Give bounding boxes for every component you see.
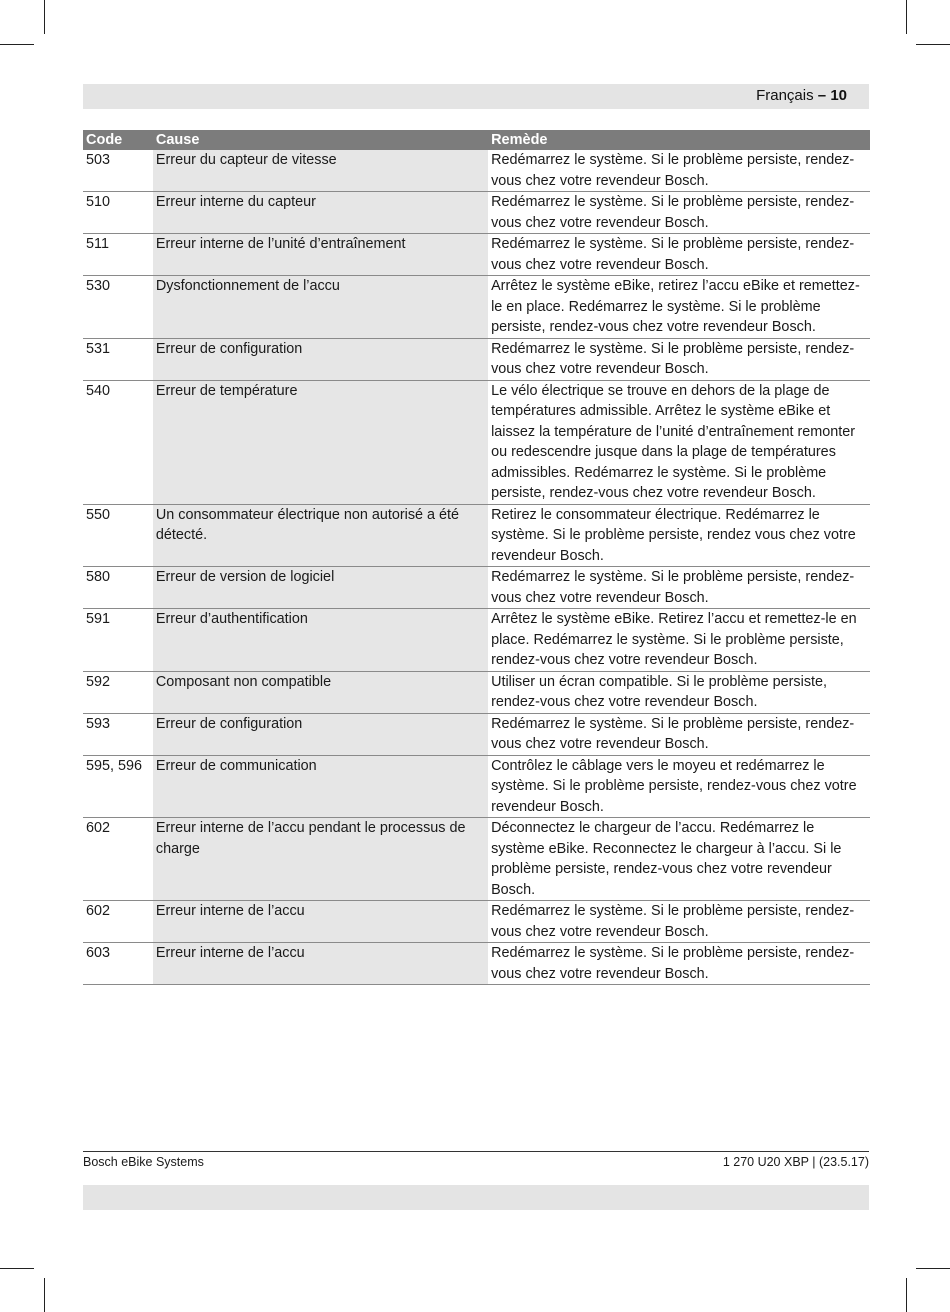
table-row (83, 713, 870, 755)
crop-mark (0, 44, 34, 45)
remedy-cell: Le vélo électrique se trouve en dehors de la plage de températures admissible. Arrêtez le système eBike et laissez la température de l’unité d’entraînement remonter ou redescendre jusque dans la plage de températures admissibles. Redémarrez le système. Si le problème persiste, rendez-vous chez votre revendeur Bosch. (488, 380, 870, 504)
column-header-remedy: Remède (488, 130, 870, 150)
remedy-cell: Arrêtez le système eBike, retirez l’accu eBike et remettez-le en place. Redémarrez le système. Si le problème persiste, rendez-vous chez votre revendeur Bosch. (488, 276, 870, 339)
code-cell: 603 (83, 943, 153, 985)
table-row (83, 150, 870, 192)
footer-rule (83, 1151, 869, 1152)
page-header (83, 84, 869, 109)
cause-cell: Erreur de configuration (153, 338, 488, 380)
cause-cell: Erreur interne de l’accu (153, 901, 488, 943)
table-row (83, 504, 870, 567)
remedy-cell: Redémarrez le système. Si le problème persiste, rendez-vous chez votre revendeur Bosch. (488, 338, 870, 380)
code-cell: 531 (83, 338, 153, 380)
footer-document-id: 1 270 U20 XBP | (23.5.17) (722, 1155, 869, 1169)
remedy-cell: Redémarrez le système. Si le problème persiste, rendez-vous chez votre revendeur Bosch. (488, 150, 870, 192)
code-cell: 593 (83, 713, 153, 755)
table-row (83, 380, 870, 504)
code-cell: 592 (83, 671, 153, 713)
cause-cell: Un consommateur électrique non autorisé a été détecté. (153, 504, 488, 567)
crop-mark (906, 1278, 907, 1312)
remedy-cell: Redémarrez le système. Si le problème persiste, rendez-vous chez votre revendeur Bosch. (488, 713, 870, 755)
table-row (83, 943, 870, 985)
cause-cell: Erreur interne de l’accu pendant le processus de charge (153, 818, 488, 901)
page-number: 10 (830, 87, 847, 104)
code-cell: 580 (83, 567, 153, 609)
cause-cell: Erreur de version de logiciel (153, 567, 488, 609)
table-row (83, 234, 870, 276)
code-cell: 540 (83, 380, 153, 504)
crop-mark (0, 1268, 34, 1269)
cause-cell: Erreur de configuration (153, 713, 488, 755)
table-row (83, 818, 870, 901)
column-header-cause: Cause (153, 130, 488, 150)
footer-publisher: Bosch eBike Systems (83, 1155, 204, 1169)
cause-cell: Erreur de communication (153, 755, 488, 818)
table-row (83, 192, 870, 234)
error-code-table (83, 130, 870, 985)
table-row (83, 276, 870, 339)
remedy-cell: Redémarrez le système. Si le problème persiste, rendez-vous chez votre revendeur Bosch. (488, 567, 870, 609)
cause-cell: Erreur du capteur de vitesse (153, 150, 488, 192)
table-row (83, 671, 870, 713)
code-cell: 591 (83, 609, 153, 672)
cause-cell: Composant non compatible (153, 671, 488, 713)
remedy-cell: Utiliser un écran compatible. Si le problème persiste, rendez-vous chez votre revendeur Bosch. (488, 671, 870, 713)
table-row (83, 567, 870, 609)
table-header-row (83, 130, 870, 150)
table-row (83, 338, 870, 380)
remedy-cell: Arrêtez le système eBike. Retirez l’accu et remettez-le en place. Redémarrez le système. Si le problème persiste, rendez-vous chez votre revendeur Bosch. (488, 609, 870, 672)
code-cell: 602 (83, 818, 153, 901)
header-separator: – (813, 87, 831, 104)
crop-mark (916, 1268, 950, 1269)
remedy-cell: Redémarrez le système. Si le problème persiste, rendez-vous chez votre revendeur Bosch. (488, 943, 870, 985)
code-cell: 602 (83, 901, 153, 943)
cause-cell: Dysfonctionnement de l’accu (153, 276, 488, 339)
cause-cell: Erreur interne du capteur (153, 192, 488, 234)
code-cell: 530 (83, 276, 153, 339)
table-row (83, 609, 870, 672)
remedy-cell: Redémarrez le système. Si le problème persiste, rendez-vous chez votre revendeur Bosch. (488, 192, 870, 234)
table-row (83, 901, 870, 943)
code-cell: 595, 596 (83, 755, 153, 818)
crop-mark (44, 1278, 45, 1312)
code-cell: 550 (83, 504, 153, 567)
crop-mark (916, 44, 950, 45)
crop-mark (906, 0, 907, 34)
remedy-cell: Redémarrez le système. Si le problème persiste, rendez-vous chez votre revendeur Bosch. (488, 901, 870, 943)
cause-cell: Erreur interne de l’unité d’entraînement (153, 234, 488, 276)
remedy-cell: Redémarrez le système. Si le problème persiste, rendez-vous chez votre revendeur Bosch. (488, 234, 870, 276)
header-text (756, 87, 847, 104)
table-body (83, 150, 870, 985)
remedy-cell: Déconnectez le chargeur de l’accu. Redémarrez le système eBike. Reconnectez le chargeur à l’accu. Si le problème persiste, rendez-vous chez votre revendeur Bosch. (488, 818, 870, 901)
code-cell: 503 (83, 150, 153, 192)
remedy-cell: Retirez le consommateur électrique. Redémarrez le système. Si le problème persiste, rendez vous chez votre revendeur Bosch. (488, 504, 870, 567)
code-cell: 511 (83, 234, 153, 276)
cause-cell: Erreur de température (153, 380, 488, 504)
code-cell: 510 (83, 192, 153, 234)
crop-mark (44, 0, 45, 34)
cause-cell: Erreur d’authentification (153, 609, 488, 672)
header-language: Français (756, 87, 814, 104)
cause-cell: Erreur interne de l’accu (153, 943, 488, 985)
remedy-cell: Contrôlez le câblage vers le moyeu et redémarrez le système. Si le problème persiste, rendez-vous chez votre revendeur Bosch. (488, 755, 870, 818)
table-row (83, 755, 870, 818)
column-header-code: Code (83, 130, 153, 150)
footer-band (83, 1185, 869, 1210)
